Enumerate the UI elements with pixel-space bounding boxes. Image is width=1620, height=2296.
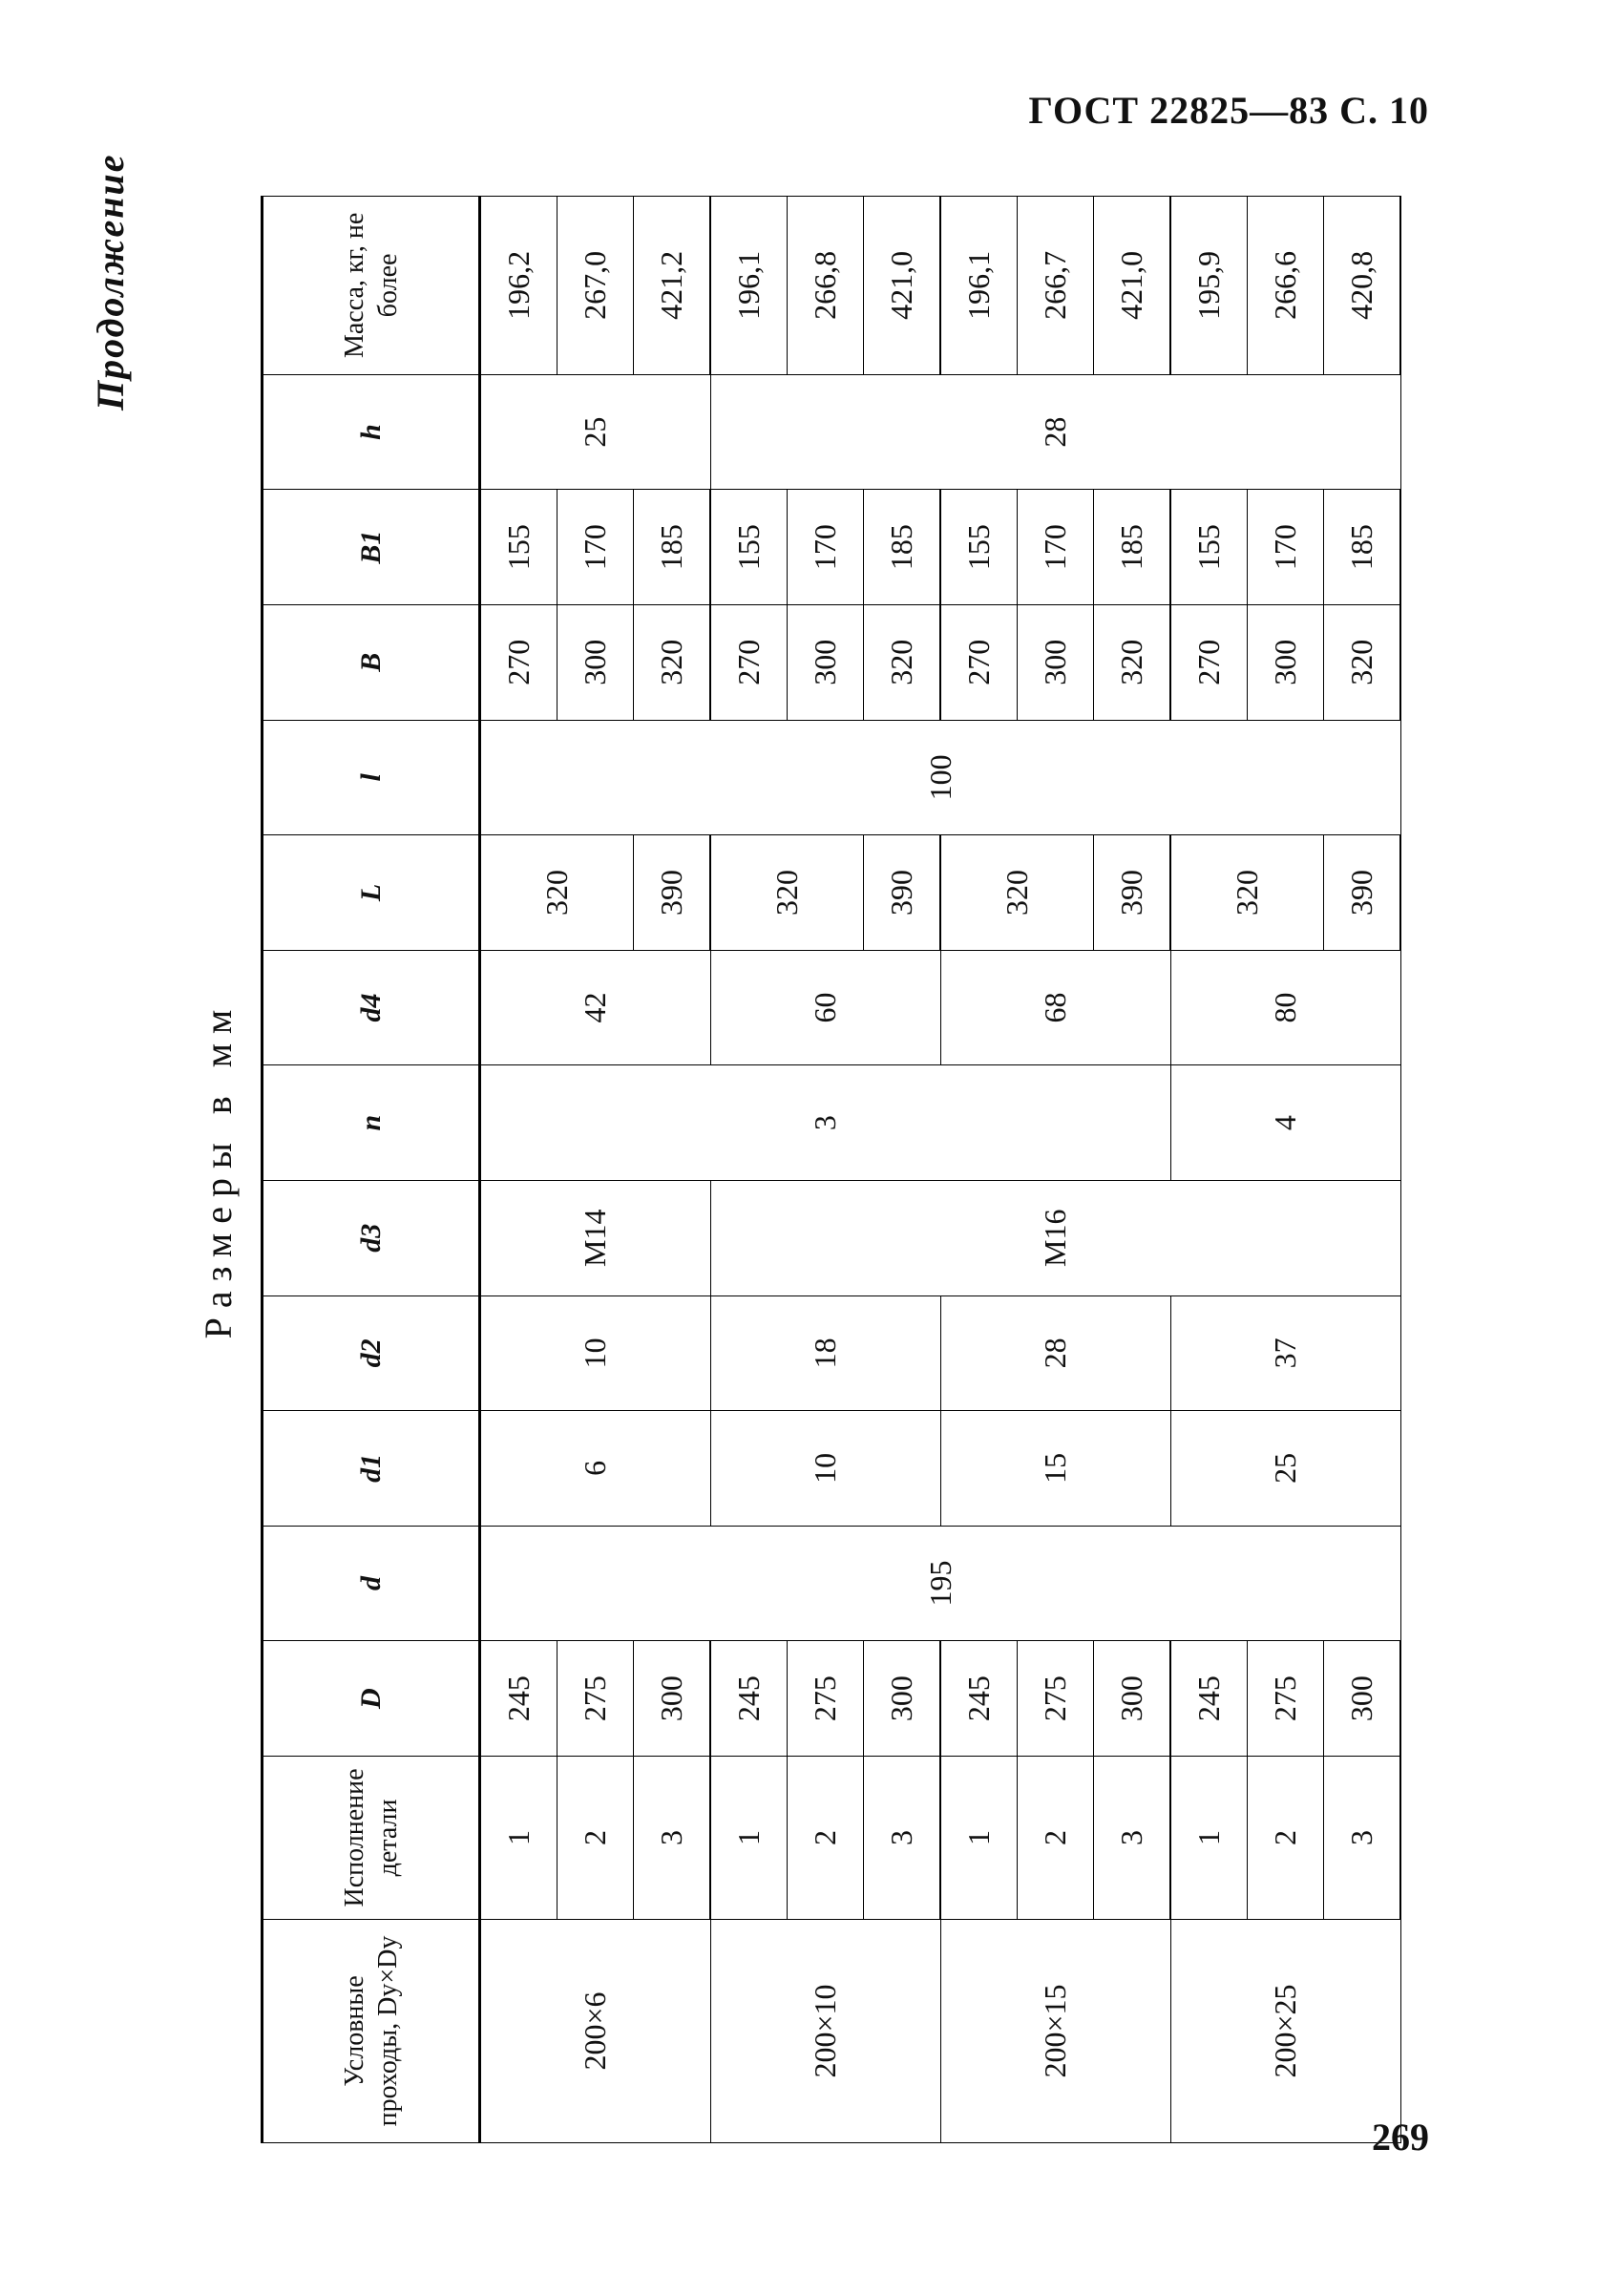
- cell-mass: 196,2: [480, 197, 558, 375]
- cell-D: 245: [940, 1641, 1018, 1757]
- cell-D: 275: [1018, 1641, 1094, 1757]
- cell-B1: 170: [1248, 490, 1324, 605]
- table-row: [480, 197, 558, 2143]
- cell-variant: 1: [940, 1756, 1018, 1919]
- cell-d2: 28: [940, 1295, 1170, 1411]
- cell-L: 390: [1324, 835, 1401, 951]
- cell-variant: 1: [1170, 1756, 1248, 1919]
- cell-D: 275: [788, 1641, 864, 1757]
- column-header-D: D: [263, 1641, 480, 1757]
- cell-B1: 185: [1324, 490, 1401, 605]
- cell-B1: 185: [1094, 490, 1171, 605]
- cell-B1: 185: [864, 490, 941, 605]
- cell-variant: 2: [788, 1756, 864, 1919]
- cell-B: 300: [1248, 604, 1324, 720]
- cell-variant: 2: [1248, 1756, 1324, 1919]
- cell-D: 275: [1248, 1641, 1324, 1757]
- cell-B: 300: [788, 604, 864, 720]
- cell-B: 270: [480, 604, 558, 720]
- continuation-label: Продолжение: [89, 153, 132, 411]
- document-header: ГОСТ 22825—83 С. 10: [1028, 89, 1429, 132]
- cell-d4: 42: [480, 950, 711, 1065]
- cell-d2: 18: [710, 1295, 940, 1411]
- column-header-d2: d2: [263, 1295, 480, 1411]
- cell-passage: 200×15: [940, 1920, 1170, 2143]
- cell-passage: 200×10: [710, 1920, 940, 2143]
- cell-passage: 200×6: [480, 1920, 711, 2143]
- cell-L: 390: [634, 835, 711, 951]
- cell-variant: 3: [864, 1756, 941, 1919]
- page-number: 269: [1372, 2116, 1429, 2159]
- column-header-mass: Масса, кг, не более: [263, 197, 480, 375]
- cell-B: 320: [1094, 604, 1171, 720]
- table-caption: Размеры в мм: [197, 1000, 240, 1339]
- cell-d4: 60: [710, 950, 940, 1065]
- cell-B1: 155: [1170, 490, 1248, 605]
- cell-passage: 200×25: [1170, 1920, 1400, 2143]
- cell-l: 100: [480, 720, 1401, 835]
- cell-L: 320: [710, 835, 864, 951]
- column-header-passage: Условные проходы, Dy×Dy: [263, 1920, 480, 2143]
- cell-L: 320: [480, 835, 634, 951]
- column-header-L: L: [263, 835, 480, 951]
- cell-B1: 170: [558, 490, 634, 605]
- cell-variant: 1: [480, 1756, 558, 1919]
- cell-L: 320: [940, 835, 1094, 951]
- cell-D: 245: [480, 1641, 558, 1757]
- cell-B: 270: [940, 604, 1018, 720]
- cell-d3: M14: [480, 1180, 711, 1295]
- cell-mass: 266,7: [1018, 197, 1094, 375]
- cell-d4: 80: [1170, 950, 1400, 1065]
- cell-D: 245: [1170, 1641, 1248, 1757]
- cell-d: 195: [480, 1526, 1401, 1641]
- cell-D: 245: [710, 1641, 788, 1757]
- column-header-l: l: [263, 720, 480, 835]
- cell-h: 25: [480, 374, 711, 490]
- cell-variant: 2: [558, 1756, 634, 1919]
- cell-D: 300: [864, 1641, 941, 1757]
- cell-mass: 196,1: [710, 197, 788, 375]
- cell-mass: 420,8: [1324, 197, 1401, 375]
- cell-d1: 10: [710, 1411, 940, 1527]
- cell-d4: 68: [940, 950, 1170, 1065]
- cell-variant: 3: [634, 1756, 711, 1919]
- cell-mass: 266,6: [1248, 197, 1324, 375]
- cell-d1: 6: [480, 1411, 711, 1527]
- column-header-variant: Исполнение детали: [263, 1756, 480, 1919]
- column-header-n: n: [263, 1065, 480, 1181]
- cell-mass: 195,9: [1170, 197, 1248, 375]
- cell-variant: 1: [710, 1756, 788, 1919]
- cell-B: 320: [634, 604, 711, 720]
- cell-B1: 155: [940, 490, 1018, 605]
- cell-d2: 37: [1170, 1295, 1400, 1411]
- cell-d3: M16: [710, 1180, 1400, 1295]
- cell-d1: 15: [940, 1411, 1170, 1527]
- cell-L: 390: [864, 835, 941, 951]
- cell-L: 320: [1170, 835, 1324, 951]
- cell-B: 300: [1018, 604, 1094, 720]
- column-header-d4: d4: [263, 950, 480, 1065]
- cell-d1: 25: [1170, 1411, 1400, 1527]
- cell-mass: 421,0: [864, 197, 941, 375]
- cell-mass: 266,8: [788, 197, 864, 375]
- column-header-d1: d1: [263, 1411, 480, 1527]
- cell-d2: 10: [480, 1295, 711, 1411]
- cell-D: 275: [558, 1641, 634, 1757]
- cell-B: 320: [864, 604, 941, 720]
- cell-B: 270: [1170, 604, 1248, 720]
- cell-D: 300: [1094, 1641, 1171, 1757]
- cell-L: 390: [1094, 835, 1171, 951]
- cell-mass: 421,0: [1094, 197, 1171, 375]
- cell-mass: 421,2: [634, 197, 711, 375]
- cell-mass: 267,0: [558, 197, 634, 375]
- dimensions-table: [261, 196, 1401, 2143]
- column-header-d3: d3: [263, 1180, 480, 1295]
- cell-variant: 3: [1324, 1756, 1401, 1919]
- cell-variant: 2: [1018, 1756, 1094, 1919]
- cell-variant: 3: [1094, 1756, 1171, 1919]
- column-header-B1: B1: [263, 490, 480, 605]
- cell-B1: 155: [480, 490, 558, 605]
- cell-B: 320: [1324, 604, 1401, 720]
- cell-mass: 196,1: [940, 197, 1018, 375]
- cell-D: 300: [1324, 1641, 1401, 1757]
- cell-B1: 170: [1018, 490, 1094, 605]
- cell-n: 3: [480, 1065, 1171, 1181]
- column-header-B: B: [263, 604, 480, 720]
- cell-B1: 155: [710, 490, 788, 605]
- cell-D: 300: [634, 1641, 711, 1757]
- column-header-h: h: [263, 374, 480, 490]
- column-header-d: d: [263, 1526, 480, 1641]
- cell-B: 300: [558, 604, 634, 720]
- cell-B1: 170: [788, 490, 864, 605]
- dimensions-table-container: [177, 196, 1432, 2143]
- cell-B: 270: [710, 604, 788, 720]
- cell-h: 28: [710, 374, 1400, 490]
- cell-B1: 185: [634, 490, 711, 605]
- cell-n: 4: [1170, 1065, 1400, 1181]
